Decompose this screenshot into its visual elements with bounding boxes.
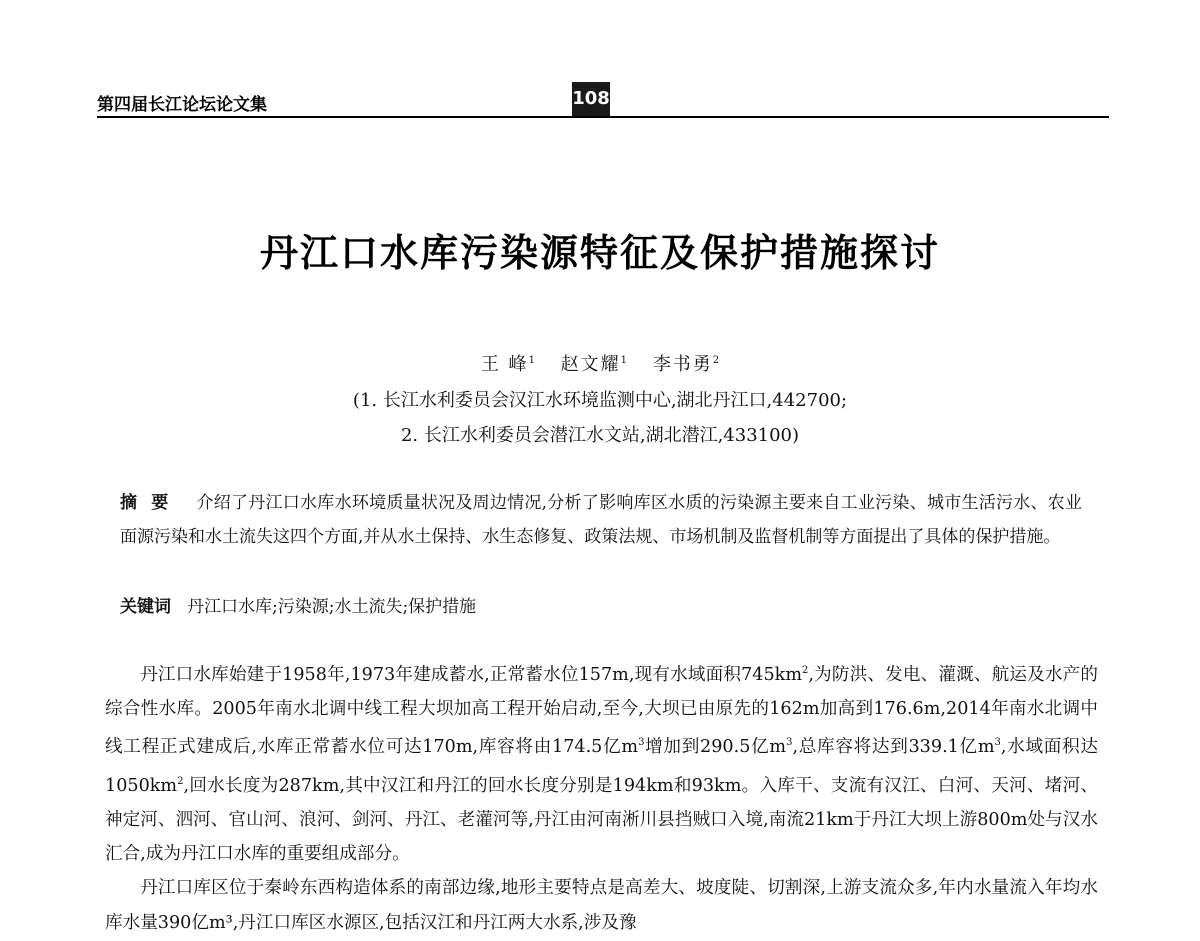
author-name: 李书勇	[652, 354, 713, 375]
body-paragraph: 丹江口库区位于秦岭东西构造体系的南部边缘,地形主要特点是高差大、坡度陡、切割深,上游支流众多,年内水量流入年均水库水量390亿m³,丹江口库区水源区,包括汉江和丹江两大水系,涉及豫	[105, 878, 1098, 933]
keywords	[120, 592, 1082, 622]
abstract-label: 摘要	[120, 493, 183, 513]
author-affil-mark: 1	[528, 355, 535, 366]
body-paragraph: 丹江口水库始建于1958年,1973年建成蓄水,正常蓄水位157m,现有水域面积$745km^2$,为防洪、发电、灌溉、航运及水产的综合性水库。2005年南水北调中线工程大坝加高工程开始启动,至今,大坝已由原先的162m加高到176.6m,2014年南水北调中线工程正式建成后,水库正常蓄水位可达170m,库容将由174.5亿$m^3$增加到290.5亿$m^3$,总库容将达到339.1亿$m^3$,水域面积达$1050km^2$,回水长度为287km,其中汉江和丹江的回水长度分别是194km和93km。入库干、支流有汉江、白河、天河、堵河、神定河、泗河、官山河、浪河、剑河、丹江、老灌河等,丹江由河南淅川县挡贼口入境,南流21km于丹江大坝上游800m处与汉水汇合,成为丹江口水库的重要组成部分。	[105, 664, 1098, 865]
author-affil-mark: 2	[712, 355, 720, 366]
page-number: 108	[572, 82, 610, 116]
paper-title: 丹江口水库污染源特征及保护措施探讨	[259, 230, 940, 275]
keywords-text: 丹江口水库;污染源;水土流失;保护措施	[187, 597, 477, 617]
keywords-label: 关键词	[120, 597, 171, 617]
abstract-text: 介绍了丹江口水库水环境质量状况及周边情况,分析了影响库区水质的污染源主要来自工业污染、城市生活污水、农业面源污染和水土流失这四个方面,并从水土保持、水生态修复、政策法规、市场机制及监督机制等方面提出了具体的保护措施。	[120, 493, 1082, 547]
affiliation-line: (1. 长江水利委员会汉江水环境监测中心,湖北丹江口,442700;	[352, 390, 848, 411]
author-name: 王 峰	[480, 354, 529, 375]
author-affil-mark: 1	[620, 355, 628, 366]
author-list	[0, 350, 1200, 376]
author-name: 赵文耀	[560, 354, 621, 375]
affiliation-line: 2. 长江水利委员会潜江水文站,湖北潜江,433100)	[400, 425, 800, 446]
running-header-book-title: 第四届长江论坛论文集	[97, 95, 267, 115]
abstract	[120, 486, 1082, 554]
body-text	[105, 654, 1098, 940]
header-rule	[97, 116, 1109, 118]
